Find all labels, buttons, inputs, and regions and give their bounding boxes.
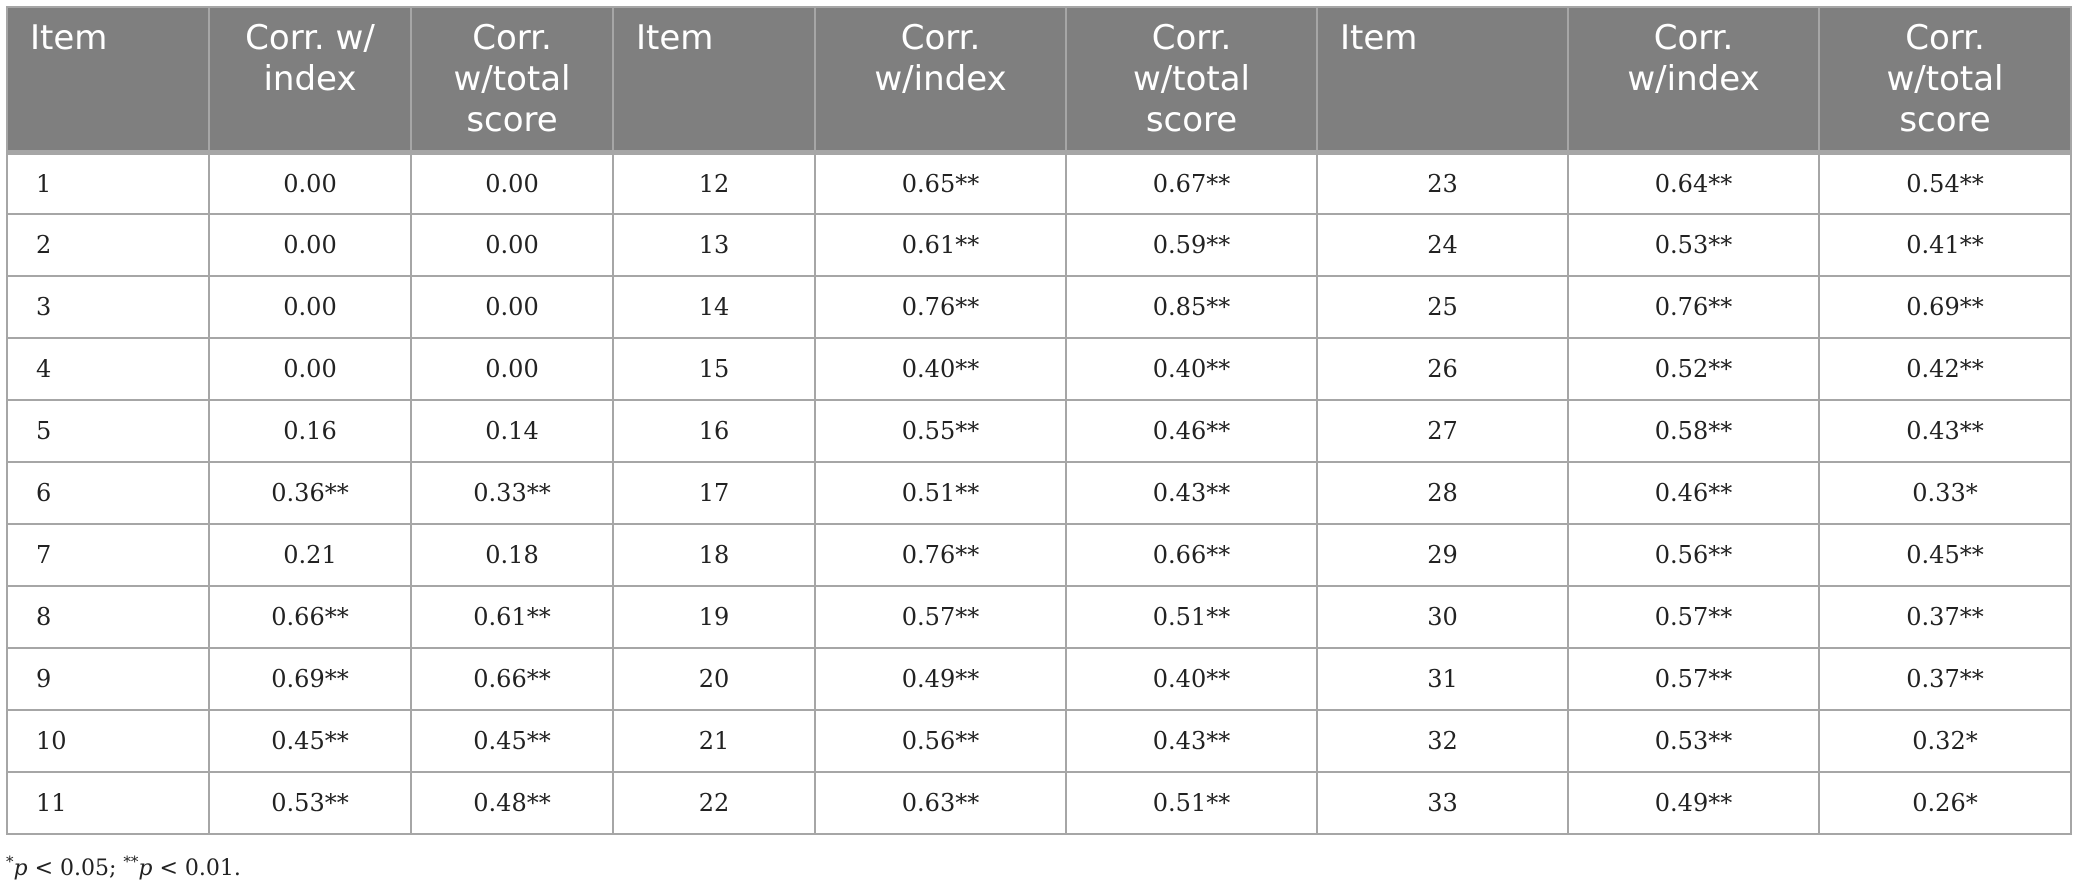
correlation-cell: 0.69** (1819, 276, 2071, 338)
significance-footnote (6, 852, 241, 881)
item-number-cell: 14 (613, 276, 815, 338)
item-number-cell: 16 (613, 400, 815, 462)
item-number-cell: 3 (7, 276, 209, 338)
correlation-cell: 0.14 (411, 400, 613, 462)
item-number-cell: 13 (613, 214, 815, 276)
item-number-cell: 1 (7, 152, 209, 214)
correlation-cell: 0.56** (815, 710, 1066, 772)
item-correlation-table (6, 6, 2072, 835)
correlation-cell: 0.16 (209, 400, 411, 462)
correlation-cell: 0.48** (411, 772, 613, 834)
correlation-cell: 0.53** (1568, 710, 1819, 772)
correlation-cell: 0.63** (815, 772, 1066, 834)
correlation-cell: 0.42** (1819, 338, 2071, 400)
item-number-cell: 21 (613, 710, 815, 772)
item-number-cell: 30 (1317, 586, 1568, 648)
correlation-cell: 0.00 (411, 152, 613, 214)
table-row (7, 152, 2071, 214)
item-number-cell: 22 (613, 772, 815, 834)
column-header: Corr. w/index (1568, 7, 1819, 152)
correlation-cell: 0.00 (209, 338, 411, 400)
correlation-cell: 0.43** (1819, 400, 2071, 462)
item-number-cell: 12 (613, 152, 815, 214)
correlation-cell: 0.41** (1819, 214, 2071, 276)
header-row (7, 7, 2071, 152)
column-header: Corr. w/ index (209, 7, 411, 152)
correlation-cell: 0.45** (209, 710, 411, 772)
correlation-cell: 0.26* (1819, 772, 2071, 834)
correlation-cell: 0.64** (1568, 152, 1819, 214)
correlation-cell: 0.00 (411, 214, 613, 276)
footnote-sig1-mark: * (6, 852, 14, 871)
correlation-cell: 0.53** (209, 772, 411, 834)
item-number-cell: 17 (613, 462, 815, 524)
table-row (7, 338, 2071, 400)
table-row (7, 772, 2071, 834)
correlation-cell: 0.76** (1568, 276, 1819, 338)
table-row (7, 648, 2071, 710)
item-number-cell: 15 (613, 338, 815, 400)
correlation-cell: 0.51** (1066, 586, 1317, 648)
correlation-cell: 0.00 (209, 214, 411, 276)
correlation-cell: 0.61** (815, 214, 1066, 276)
correlation-cell: 0.51** (1066, 772, 1317, 834)
table-row (7, 214, 2071, 276)
correlation-cell: 0.66** (209, 586, 411, 648)
item-number-cell: 18 (613, 524, 815, 586)
correlation-cell: 0.69** (209, 648, 411, 710)
correlation-cell: 0.45** (411, 710, 613, 772)
correlation-cell: 0.00 (411, 338, 613, 400)
column-header: Corr. w/total score (1819, 7, 2071, 152)
correlation-cell: 0.76** (815, 276, 1066, 338)
correlation-cell: 0.36** (209, 462, 411, 524)
correlation-cell: 0.49** (1568, 772, 1819, 834)
item-number-cell: 19 (613, 586, 815, 648)
item-number-cell: 23 (1317, 152, 1568, 214)
correlation-cell: 0.54** (1819, 152, 2071, 214)
item-number-cell: 31 (1317, 648, 1568, 710)
correlation-cell: 0.37** (1819, 586, 2071, 648)
correlation-cell: 0.56** (1568, 524, 1819, 586)
item-number-cell: 6 (7, 462, 209, 524)
item-number-cell: 26 (1317, 338, 1568, 400)
column-header: Item (1317, 7, 1568, 152)
correlation-cell: 0.49** (815, 648, 1066, 710)
correlation-cell: 0.51** (815, 462, 1066, 524)
column-header: Corr. w/index (815, 7, 1066, 152)
item-number-cell: 4 (7, 338, 209, 400)
correlation-cell: 0.18 (411, 524, 613, 586)
item-number-cell: 7 (7, 524, 209, 586)
correlation-cell: 0.59** (1066, 214, 1317, 276)
item-number-cell: 32 (1317, 710, 1568, 772)
item-number-cell: 10 (7, 710, 209, 772)
correlation-cell: 0.00 (209, 152, 411, 214)
correlation-cell: 0.55** (815, 400, 1066, 462)
correlation-cell: 0.61** (411, 586, 613, 648)
item-number-cell: 2 (7, 214, 209, 276)
correlation-cell: 0.85** (1066, 276, 1317, 338)
correlation-cell: 0.43** (1066, 710, 1317, 772)
correlation-cell: 0.40** (1066, 338, 1317, 400)
item-number-cell: 25 (1317, 276, 1568, 338)
correlation-cell: 0.32* (1819, 710, 2071, 772)
correlation-cell: 0.21 (209, 524, 411, 586)
column-header: Item (7, 7, 209, 152)
table-header (7, 7, 2071, 152)
column-header: Corr. w/total score (411, 7, 613, 152)
item-number-cell: 28 (1317, 462, 1568, 524)
item-number-cell: 27 (1317, 400, 1568, 462)
correlation-cell: 0.57** (1568, 586, 1819, 648)
item-number-cell: 11 (7, 772, 209, 834)
correlation-cell: 0.53** (1568, 214, 1819, 276)
item-number-cell: 8 (7, 586, 209, 648)
correlation-cell: 0.46** (1066, 400, 1317, 462)
correlation-cell: 0.67** (1066, 152, 1317, 214)
table-row (7, 276, 2071, 338)
column-header: Corr. w/total score (1066, 7, 1317, 152)
correlation-cell: 0.00 (209, 276, 411, 338)
footnote-sig2-text: < 0.01. (152, 856, 241, 881)
correlation-cell: 0.00 (411, 276, 613, 338)
correlation-cell: 0.66** (411, 648, 613, 710)
correlation-table-container (6, 6, 2070, 835)
table-row (7, 710, 2071, 772)
table-body (7, 152, 2071, 834)
correlation-cell: 0.52** (1568, 338, 1819, 400)
correlation-cell: 0.33* (1819, 462, 2071, 524)
correlation-cell: 0.57** (1568, 648, 1819, 710)
table-row (7, 586, 2071, 648)
correlation-cell: 0.33** (411, 462, 613, 524)
correlation-cell: 0.37** (1819, 648, 2071, 710)
correlation-cell: 0.46** (1568, 462, 1819, 524)
footnote-sig2-mark: ** (123, 852, 139, 871)
item-number-cell: 9 (7, 648, 209, 710)
footnote-sig2-var: p (138, 856, 153, 881)
correlation-cell: 0.58** (1568, 400, 1819, 462)
correlation-cell: 0.65** (815, 152, 1066, 214)
correlation-cell: 0.43** (1066, 462, 1317, 524)
item-number-cell: 33 (1317, 772, 1568, 834)
correlation-cell: 0.40** (815, 338, 1066, 400)
item-number-cell: 5 (7, 400, 209, 462)
item-number-cell: 29 (1317, 524, 1568, 586)
item-number-cell: 24 (1317, 214, 1568, 276)
correlation-cell: 0.45** (1819, 524, 2071, 586)
footnote-sig1-text: < 0.05; (27, 856, 124, 881)
footnote-sig1-var: p (13, 856, 28, 881)
correlation-cell: 0.66** (1066, 524, 1317, 586)
correlation-cell: 0.57** (815, 586, 1066, 648)
item-number-cell: 20 (613, 648, 815, 710)
table-row (7, 462, 2071, 524)
correlation-cell: 0.76** (815, 524, 1066, 586)
table-row (7, 524, 2071, 586)
table-row (7, 400, 2071, 462)
column-header: Item (613, 7, 815, 152)
correlation-cell: 0.40** (1066, 648, 1317, 710)
